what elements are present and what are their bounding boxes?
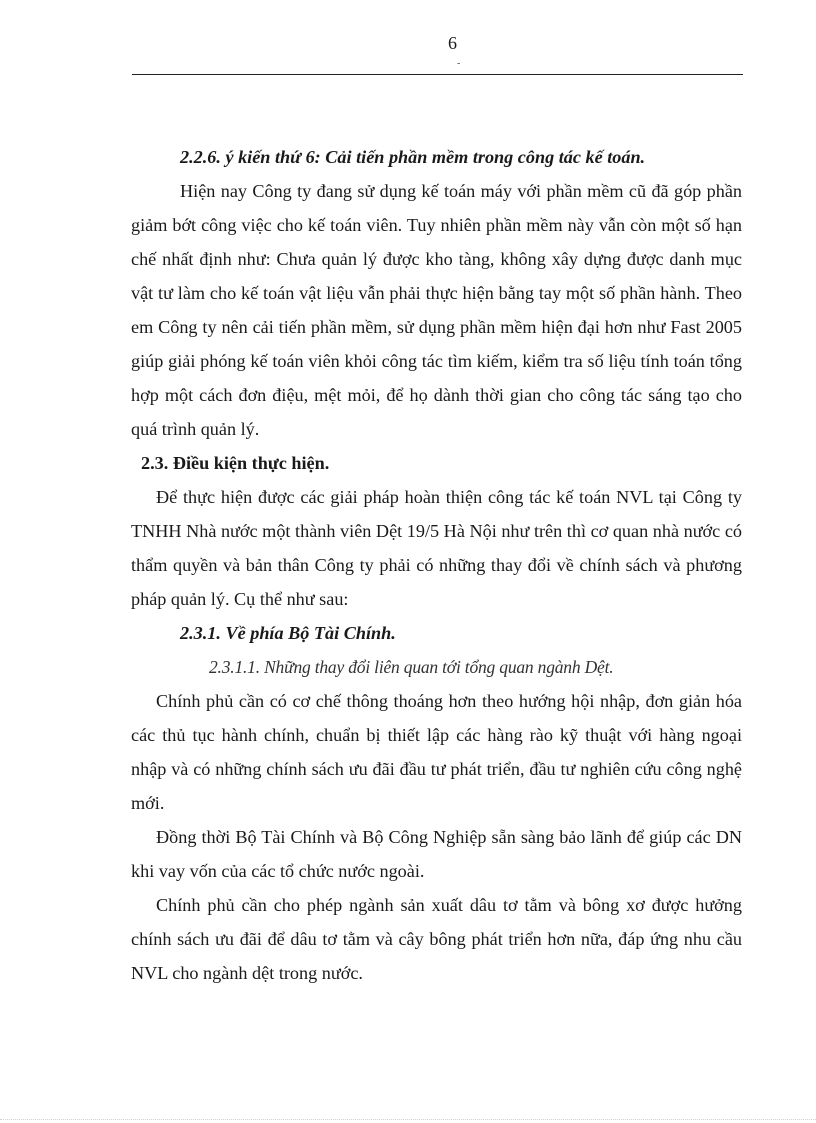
section-heading-2-3-1: 2.3.1. Về phía Bộ Tài Chính. [180,623,396,643]
page-number: 6 [448,33,457,53]
paragraph-government-mechanism: Chính phủ cần có cơ chế thông thoáng hơn theo hướng hội nhập, đơn giản hóa các thủ tục hành chính, chuẩn bị thiết lập các hàng rào kỹ thuật với hàng ngoại nhập và có những chính sách ưu đãi đầu tư phát triển, đầu tư nghiên cứu công nghệ mới. [131,691,742,813]
section-heading-2-2-6: 2.2.6. ý kiến thứ 6: Cải tiến phần mềm trong công tác kế toán. [180,147,646,167]
bottom-dotted-border [0,1119,816,1120]
page-number-mark: - [457,58,461,69]
section-heading-2-3: 2.3. Điều kiện thực hiện. [141,453,330,473]
section-heading-2-3-1-1: 2.3.1.1. Những thay đổi liên quan tới tổng quan ngành Dệt. [209,657,614,677]
header-rule [132,74,743,75]
paragraph-ministry-guarantee: Đồng thời Bộ Tài Chính và Bộ Công Nghiệp sẵn sàng bảo lãnh để giúp các DN khi vay vốn của các tổ chức nước ngoài. [131,827,742,881]
paragraph-silk-cotton-policy: Chính phủ cần cho phép ngành sản xuất dâu tơ tằm và bông xơ được hưởng chính sách ưu đãi để dâu tơ tằm và cây bông phát triển hơn nữa, đáp ứng nhu cầu NVL cho ngành dệt trong nước. [131,895,742,983]
paragraph-software-improvement: Hiện nay Công ty đang sử dụng kế toán máy với phần mềm cũ đã góp phần giảm bớt công việc cho kế toán viên. Tuy nhiên phần mềm này vẫn còn một số hạn chế nhất định như: Chưa quản lý được kho tàng, không xây dựng được danh mục vật tư làm cho kế toán vật liệu vẫn phải thực hiện bằng tay một số phần hành. Theo em Công ty nên cải tiến phần mềm, sử dụng phần mềm hiện đại hơn như Fast 2005 giúp giải phóng kế toán viên khỏi công tác tìm kiếm, kiểm tra số liệu tính toán tổng hợp một cách đơn điệu, mệt mỏi, để họ dành thời gian cho công tác sáng tạo cho quá trình quản lý. [131,181,742,439]
document-body [131,140,742,990]
paragraph-conditions: Để thực hiện được các giải pháp hoàn thiện công tác kế toán NVL tại Công ty TNHH Nhà nước một thành viên Dệt 19/5 Hà Nội như trên thì cơ quan nhà nước có thẩm quyền và bản thân Công ty phải có những thay đổi về chính sách và phương pháp quản lý. Cụ thể như sau: [131,487,742,609]
